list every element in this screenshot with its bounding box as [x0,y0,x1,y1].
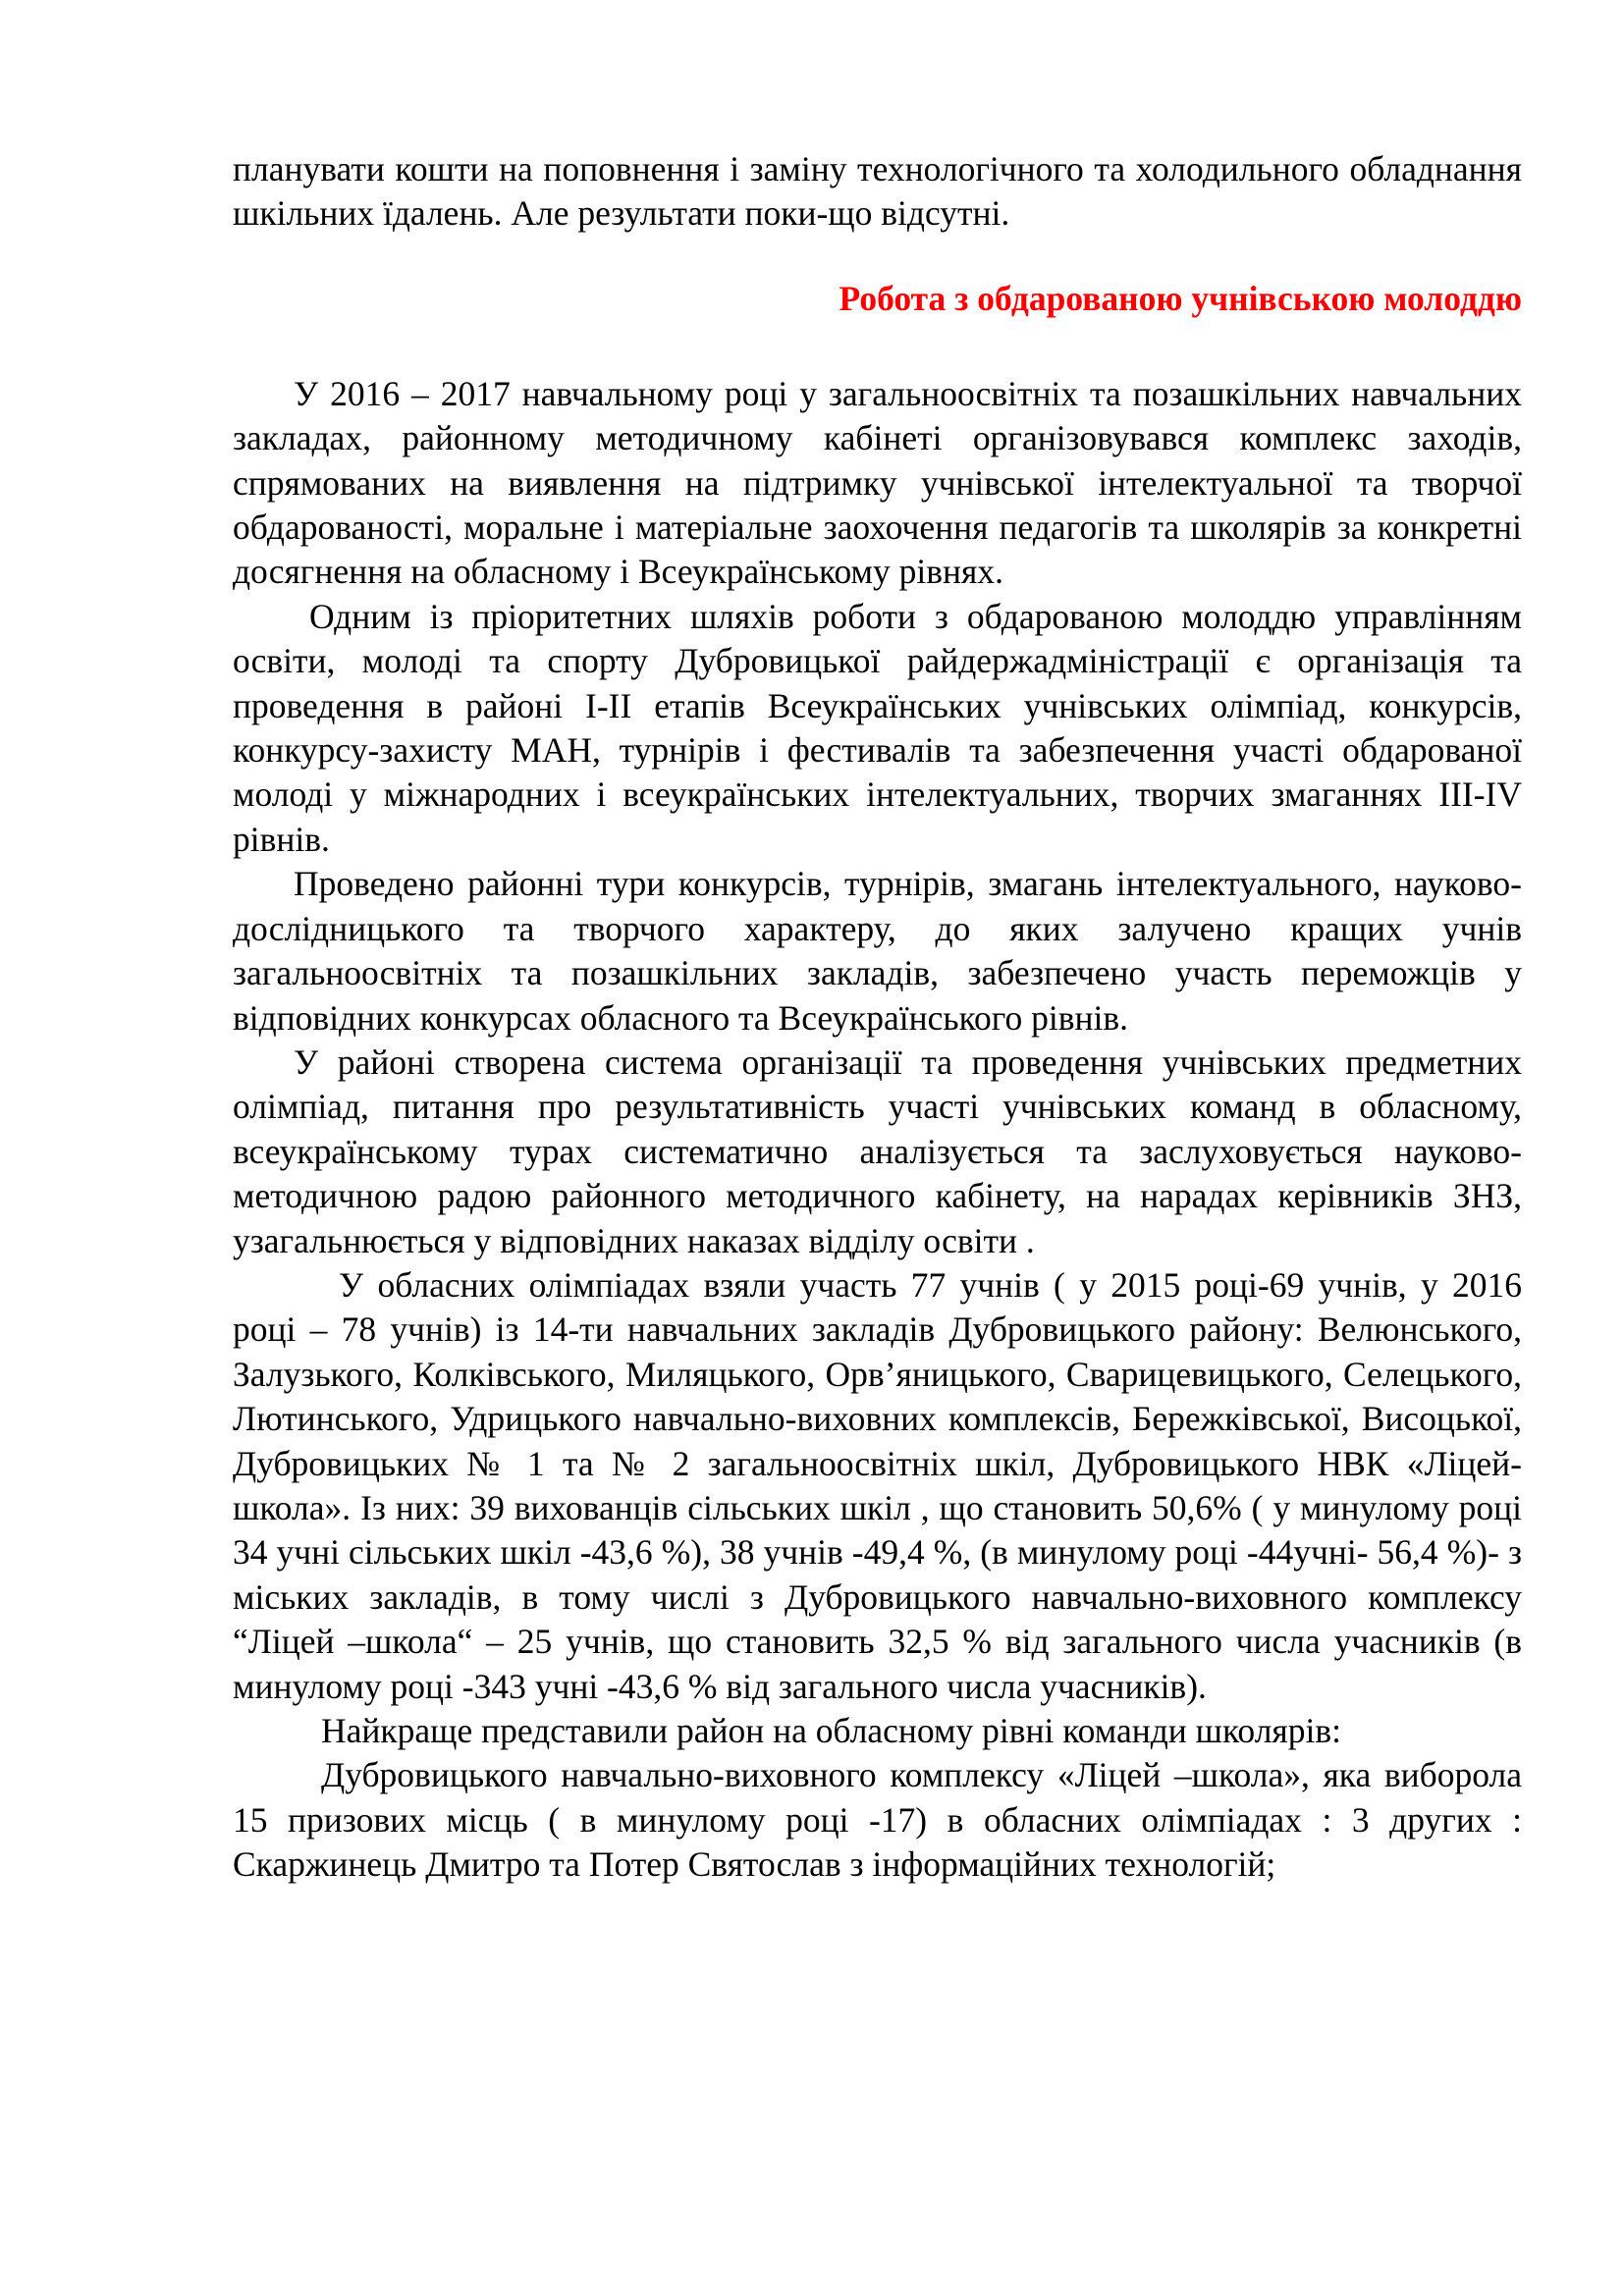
paragraph-district-rounds: Проведено районні тури конкурсів, турнірів, змагань інтелектуального, науково-дослідницького та творчого характеру, до яких залучено кращих учнів загальноосвітніх та позашкільних закладів, забезпечено участь переможців у відповідних конкурсах обласного та Всеукраїнського рівнів. [233,864,1522,1038]
intro-paragraph: планувати кошти на поповнення і заміну технологічного та холодильного обладнання шкільних їдалень. Але результати поки-що відсутні. [233,149,1522,234]
paragraph-lyceum-results: Дубровицького навчально-виховного комплексу «Ліцей –школа», яка виборола 15 призових місць ( в минулому році -17) в обласних олімпіадах : 3 других : Скаржинець Дмитро та Потер Святослав з інформаційних технологій; [233,1755,1522,1885]
paragraph-overview: У 2016 – 2017 навчальному році у загальноосвітніх та позашкільних навчальних закладах, районному методичному кабінеті організовувався комплекс заходів, спрямованих на виявлення на підтримку учнівської інтелектуальної та творчої обдарованості, моральне і матеріальне заохочення педагогів та школярів за конкретні досягнення на обласному і Всеукраїнському рівнях. [233,373,1522,592]
paragraph-best-teams: Найкраще представили район на обласному рівні команди школярів: [321,1711,1341,1750]
paragraph-olympiad-system: У районі створена система організації та проведення учнівських предметних олімпіад, питання про результативність участі учнівських команд в обласному, всеукраїнському турах систематично аналізується та заслуховується науково-методичною радою районного методичного кабінету, на нарадах керівників ЗНЗ, узагальнюється у відповідних наказах відділу освіти . [233,1041,1522,1260]
paragraph-regional-participation: У обласних олімпіадах взяли участь 77 учнів ( у 2015 році-69 учнів, у 2016 році – 78 учнів) із 14-ти навчальних закладів Дубровицького району: Велюнського, Залузького, Колківського, Миляцького, Орв’яницького, Сварицевицького, Селецького, Лютинського, Удрицького навчально-виховних комплексів, Бережківської, Висоцької, Дубровицьких № 1 та № 2 загальноосвітніх шкіл, Дубровицького НВК «Ліцей-школа». Із них: 39 вихованців сільських шкіл , що становить 50,6% ( у минулому році 34 учні сільських шкіл -43,6 %), 38 учнів -49,4 %, (в минулому році -44учні- 56,4 %)- з міських закладів, в тому числі з Дубровицького навчально-виховного комплексу “Ліцей –школа“ – 25 учнів, що становить 32,5 % від загального числа учасників (в минулому році -343 учні -43,6 % від загального числа учасників). [233,1264,1522,1706]
section-heading: Робота з обдарованою учнівською молоддю [839,278,1522,318]
paragraph-priorities: Одним із пріоритетних шляхів роботи з обдарованою молоддю управлінням освіти, молоді та спорту Дубровицької райдержадміністрації є організація та проведення в районі І-ІІ етапів Всеукраїнських учнівських олімпіад, конкурсів, конкурсу-захисту МАН, турнірів і фестивалів та забезпечення участі обдарованої молоді у міжнародних і всеукраїнських інтелектуальних, творчих змаганнях ІІІ-ІV рівнів. [233,596,1522,859]
document-page [233,147,1522,1888]
